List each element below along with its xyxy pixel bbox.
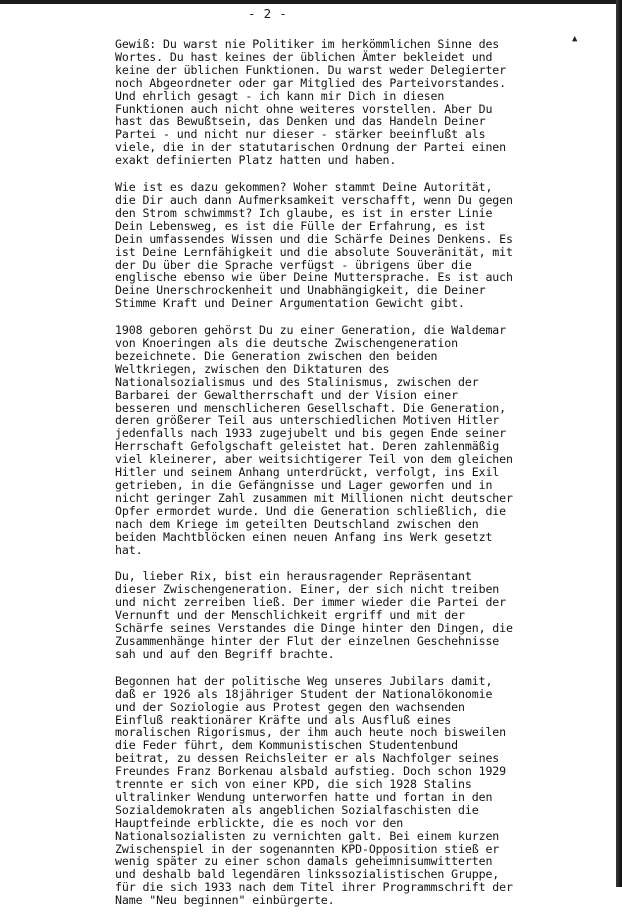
text-line: viele, die in der statutarischen Ordnung der Partei einen bbox=[115, 140, 507, 155]
paragraph-2 bbox=[115, 181, 525, 310]
text-line: nicht geringer Zahl zusammen mit Millionen nicht deutscher bbox=[115, 490, 513, 505]
text-line: Deine Unerschrockenheit und Unabhängigkeit, die Deiner bbox=[115, 283, 486, 298]
text-line: exakt definierten Platz hatten und haben. bbox=[115, 153, 397, 168]
text-line: von Knoeringen als die deutsche Zwischengeneration bbox=[115, 336, 459, 351]
text-line: Funktionen auch nicht ohne weiteres vorstellen. Aber Du bbox=[115, 101, 493, 116]
text-line: Du, lieber Rix, bist ein herausragender Repräsentant bbox=[115, 569, 472, 584]
text-line: und nicht zerreiben ließ. Der immer wieder die Partei der bbox=[115, 595, 507, 610]
text-line: hast das Bewußtsein, das Denken und das Handeln Deiner bbox=[115, 114, 486, 129]
text-line: keine der üblichen Funktionen. Du warst weder Delegierter bbox=[115, 62, 507, 77]
scan-edge-right bbox=[616, 0, 622, 887]
text-line: Barbarei der Gewaltherrschaft und der Vision einer bbox=[115, 387, 459, 402]
text-line: die Dir auch dann Aufmerksamkeit verschafft, wenn Du gegen bbox=[115, 192, 513, 207]
text-line: Freundes Franz Borkenau alsbald aufstieg. Doch schon 1929 bbox=[115, 764, 507, 779]
text-line: sah und auf den Begriff brachte. bbox=[115, 646, 335, 661]
paragraph-3 bbox=[115, 324, 525, 556]
text-line: Wortes. Du hast keines der üblichen Ämter bekleidet und bbox=[115, 49, 493, 64]
text-line: besseren und menschlicheren Gesellschaft. Die Generation, bbox=[115, 400, 507, 415]
text-line: Weltkriegen, zwischen den Diktaturen des bbox=[115, 361, 390, 376]
text-line: jedenfalls nach 1933 zugejubelt und bis gegen Ende seiner bbox=[115, 426, 507, 441]
paragraph-4 bbox=[115, 570, 525, 660]
text-line: der Du über die Sprache verfügst - übrigens über die bbox=[115, 257, 472, 272]
text-line: noch Abgeordneter oder gar Mitglied des Parteivorstandes. bbox=[115, 75, 507, 90]
text-line: deren größerer Teil aus unterschiedlichen Motiven Hitler bbox=[115, 413, 500, 428]
text-line: für die sich 1933 nach dem Titel ihrer Programmschrift der bbox=[115, 880, 513, 895]
text-line: Nationalsozialismus und des Stalinismus, zwischen der bbox=[115, 374, 479, 389]
text-line: Nationalsozialisten zu vernichten galt. Bei einem kurzen bbox=[115, 828, 500, 843]
text-line: die Feder führt, dem Kommunistischen Studentenbund bbox=[115, 738, 459, 753]
text-line: trennte er sich von einer KPD, die sich 1928 Stalins bbox=[115, 777, 472, 792]
text-line: Und ehrlich gesagt - ich kann mir Dich in diesen bbox=[115, 88, 445, 103]
text-line: Schärfe seines Verstandes die Dinge hinter den Dingen, die bbox=[115, 621, 513, 636]
text-line: beitrat, zu dessen Reichsleiter er als Nachfolger seines bbox=[115, 751, 500, 766]
text-line: und deshalb bald legendären linkssozialistischen Gruppe, bbox=[115, 867, 500, 882]
text-line: Begonnen hat der politische Weg unseres Jubilars damit, bbox=[115, 673, 493, 688]
scan-edge-top bbox=[0, 0, 622, 4]
text-line: Zusammenhänge hinter der Flut der einzelnen Geschehnisse bbox=[115, 633, 500, 648]
text-line: nach dem Kriege im geteilten Deutschland zwischen den bbox=[115, 516, 479, 531]
text-line: Partei - und nicht nur dieser - stärker beeinflußt als bbox=[115, 127, 486, 142]
text-line: Opfer ermordet wurde. Und die Generation schließlich, die bbox=[115, 503, 507, 518]
text-line: und der Soziologie aus Protest gegen den wachsenden bbox=[115, 699, 465, 714]
text-line: hat. bbox=[115, 542, 143, 557]
text-line: Name "Neu beginnen" einbürgerte. bbox=[115, 893, 335, 908]
scan-mark-icon: ▲ bbox=[572, 34, 578, 44]
text-line: ist Deine Lernfähigkeit und die absolute Souveränität, mit bbox=[115, 244, 513, 259]
text-line: Sozialdemokraten als angeblichen Sozialfaschisten die bbox=[115, 802, 479, 817]
text-line: viel kleinerer, aber weitsichtigerer Teil von dem gleichen bbox=[115, 452, 513, 467]
paragraph-5 bbox=[115, 675, 525, 907]
text-line: bezeichnete. Die Generation zwischen den beiden bbox=[115, 348, 438, 363]
text-line: Wie ist es dazu gekommen? Woher stammt Deine Autorität, bbox=[115, 180, 493, 195]
text-line: Herrschaft Gefolgschaft geleistet hat. Deren zahlenmäßig bbox=[115, 439, 500, 454]
text-line: getrieben, in die Gefängnisse und Lager geworfen und in bbox=[115, 478, 493, 492]
text-line: Einfluß reaktionärer Kräfte und als Ausfluß eines bbox=[115, 712, 452, 727]
text-line: moralischen Rigorismus, der ihm auch heute noch bisweilen bbox=[115, 725, 507, 740]
text-line: 1908 geboren gehörst Du zu einer Generation, die Waldemar bbox=[115, 323, 507, 338]
text-line: dieser Zwischengeneration. Einer, der sich nicht treiben bbox=[115, 582, 500, 597]
text-line: Dein umfassendes Wissen und die Schärfe Deines Denkens. Es bbox=[115, 231, 513, 246]
text-line: beiden Machtblöcken einen neuen Anfang ins Werk gesetzt bbox=[115, 529, 493, 544]
text-line: Hauptfeinde erblickte, die es noch vor den bbox=[115, 815, 404, 830]
text-line: Stimme Kraft und Deiner Argumentation Gewicht gibt. bbox=[115, 296, 465, 311]
text-line: ultralinker Wendung unterworfen hatte und fortan in den bbox=[115, 789, 493, 804]
paragraph-1 bbox=[115, 38, 525, 167]
text-line: daß er 1926 als 18jähriger Student der Nationalökonomie bbox=[115, 686, 493, 701]
letter-body bbox=[115, 38, 525, 921]
text-line: Hitler und seinem Anhang unterdrückt, verfolgt, ins Exil bbox=[115, 465, 500, 480]
text-line: englische ebenso wie über Deine Muttersprache. Es ist auch bbox=[115, 270, 513, 285]
text-line: Vernunft und der Menschlichkeit ergriff und mit der bbox=[115, 608, 465, 623]
text-line: Dein Lebensweg, es ist die Fülle der Erfahrung, es ist bbox=[115, 218, 486, 233]
text-line: den Strom schwimmst? Ich glaube, es ist in erster Linie bbox=[115, 205, 493, 220]
page-number: - 2 - bbox=[248, 6, 288, 21]
text-line: wenig später zu einer schon damals geheimnisumwitterten bbox=[115, 854, 493, 869]
text-line: Gewiß: Du warst nie Politiker im herkömmlichen Sinne des bbox=[115, 37, 500, 51]
text-line: Zwischenspiel in der sogenannten KPD-Opposition stieß er bbox=[115, 841, 500, 856]
